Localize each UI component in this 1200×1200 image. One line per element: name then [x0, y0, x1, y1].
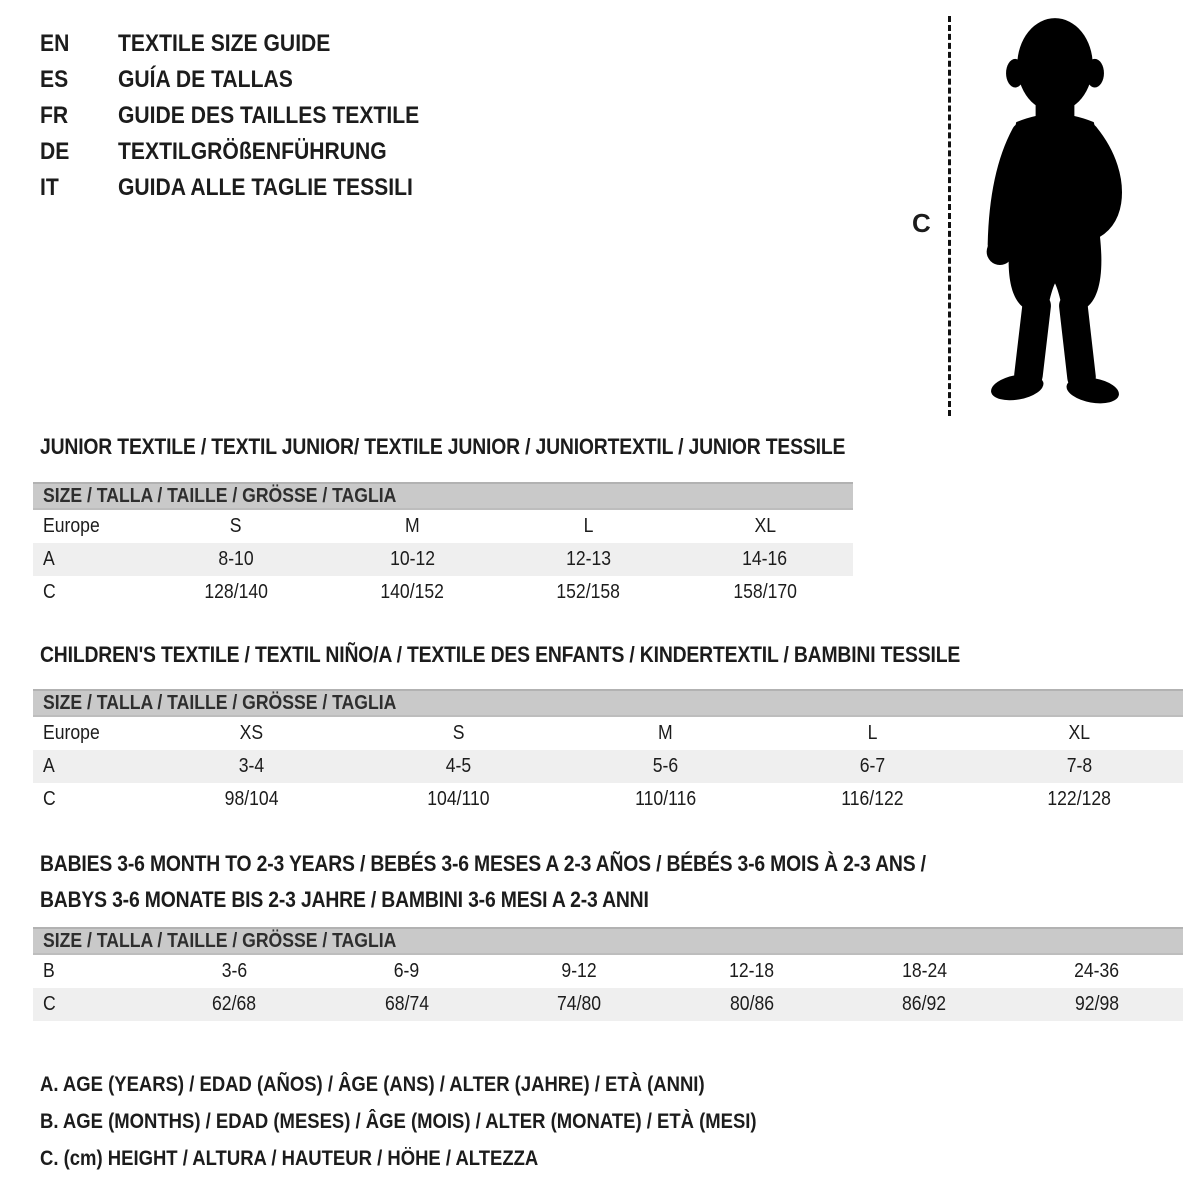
row-label: Europe	[43, 515, 100, 537]
age-cell: 5-6	[652, 755, 679, 777]
language-row-it	[40, 170, 460, 206]
age-cell: 12-18	[729, 960, 775, 982]
children-heading-text: CHILDREN'S TEXTILE / TEXTIL NIÑO/A / TEXTILE DES ENFANTS / KINDERTEXTIL / BAMBINI TESSILE	[40, 642, 961, 667]
size-header-bar	[33, 482, 853, 510]
size-header-label: SIZE / TALLA / TAILLE / GRÖSSE / TAGLIA	[43, 691, 397, 714]
size-cell: M	[658, 722, 673, 744]
height-cell: 140/152	[380, 581, 445, 603]
language-code: DE	[40, 138, 70, 165]
size-header-label: SIZE / TALLA / TAILLE / GRÖSSE / TAGLIA	[43, 484, 397, 507]
height-cell: 92/98	[1074, 993, 1119, 1015]
height-cell: 122/128	[1047, 788, 1112, 810]
age-cell: 10-12	[389, 548, 435, 570]
footnote-b: B. AGE (MONTHS) / EDAD (MESES) / ÂGE (MOIS) / ALTER (MONATE) / ETÀ (MESI)	[40, 1110, 757, 1133]
height-cell: 104/110	[427, 788, 490, 810]
height-cell: 80/86	[729, 993, 774, 1015]
size-cell: S	[230, 515, 242, 537]
footnote-a: A. AGE (YEARS) / EDAD (AÑOS) / ÂGE (ANS) / ALTER (JAHRE) / ETÀ (ANNI)	[40, 1073, 705, 1096]
age-cell: 18-24	[901, 960, 947, 982]
junior-size-table	[33, 482, 853, 609]
language-code: EN	[40, 30, 70, 57]
age-cell: 9-12	[561, 960, 597, 982]
table-row-height	[33, 988, 1183, 1021]
size-cell: XL	[754, 515, 776, 537]
row-label: C	[43, 581, 56, 603]
language-title: TEXTILGRÖßENFÜHRUNG	[118, 138, 387, 165]
height-cell: 68/74	[384, 993, 429, 1015]
height-cell: 158/170	[733, 581, 797, 603]
language-title: GUIDE DES TAILLES TEXTILE	[118, 102, 420, 129]
babies-heading-line1: BABIES 3-6 MONTH TO 2-3 YEARS / BEBÉS 3-6 MESES A 2-3 AÑOS / BÉBÉS 3-6 MOIS À 2-3 ANS /	[40, 851, 926, 876]
age-cell: 6-9	[394, 960, 420, 982]
size-cell: XS	[239, 722, 264, 744]
row-label: A	[43, 755, 55, 777]
junior-section-heading	[40, 434, 955, 460]
table-row-europe	[33, 717, 1183, 750]
age-cell: 6-7	[859, 755, 886, 777]
age-cell: 8-10	[218, 548, 254, 570]
size-cell: M	[405, 515, 420, 537]
age-cell: 7-8	[1066, 755, 1093, 777]
language-code: FR	[40, 102, 69, 129]
size-header-bar	[33, 689, 1183, 717]
row-label: A	[43, 548, 55, 570]
table-row-age	[33, 750, 1183, 783]
children-size-table	[33, 689, 1183, 816]
size-cell: S	[452, 722, 465, 744]
height-cell: 116/122	[841, 788, 904, 810]
row-label: B	[43, 960, 55, 982]
language-row-fr	[40, 98, 460, 134]
toddler-silhouette-image	[962, 12, 1148, 420]
footnote-c: C. (cm) HEIGHT / ALTURA / HAUTEUR / HÖHE / ALTEZZA	[40, 1147, 539, 1170]
language-title: GUÍA DE TALLAS	[118, 66, 293, 93]
babies-size-table	[33, 927, 1183, 1021]
babies-section-heading	[40, 846, 1047, 918]
babies-heading-line2: BABYS 3-6 MONATE BIS 2-3 JAHRE / BAMBINI 3-6 MESI A 2-3 ANNI	[40, 887, 649, 912]
height-cell: 152/158	[556, 581, 621, 603]
age-cell: 3-4	[238, 755, 265, 777]
language-title: GUIDA ALLE TAGLIE TESSILI	[118, 174, 413, 201]
junior-heading-text: JUNIOR TEXTILE / TEXTIL JUNIOR/ TEXTILE JUNIOR / JUNIORTEXTIL / JUNIOR TESSILE	[40, 434, 846, 459]
height-cell: 62/68	[212, 993, 257, 1015]
size-header-bar	[33, 927, 1183, 955]
footnote-legend	[40, 1066, 854, 1177]
language-title-list	[40, 26, 460, 206]
size-header-label: SIZE / TALLA / TAILLE / GRÖSSE / TAGLIA	[43, 929, 397, 952]
language-title: TEXTILE SIZE GUIDE	[118, 30, 331, 57]
size-cell: XL	[1068, 722, 1091, 744]
language-code: ES	[40, 66, 69, 93]
row-label: C	[43, 788, 56, 810]
language-code: IT	[40, 174, 59, 201]
language-row-de	[40, 134, 460, 170]
table-row-height	[33, 783, 1183, 816]
size-cell: L	[583, 515, 594, 537]
height-cell: 86/92	[902, 993, 947, 1015]
height-cell: 98/104	[224, 788, 279, 810]
children-section-heading	[40, 642, 1086, 668]
age-cell: 12-13	[566, 548, 612, 570]
age-cell: 4-5	[445, 755, 472, 777]
row-label: C	[43, 993, 56, 1015]
height-measure-dashed-line	[948, 16, 951, 416]
language-row-en	[40, 26, 460, 62]
age-cell: 3-6	[221, 960, 247, 982]
table-row-europe	[33, 510, 853, 543]
table-row-age	[33, 543, 853, 576]
height-cell: 110/116	[634, 788, 696, 810]
height-cell: 74/80	[557, 993, 602, 1015]
age-cell: 24-36	[1074, 960, 1120, 982]
row-label: Europe	[43, 722, 100, 744]
height-measure-label: C	[912, 208, 931, 238]
age-cell: 14-16	[742, 548, 788, 570]
language-row-es	[40, 62, 460, 98]
size-cell: L	[867, 722, 878, 744]
table-row-height	[33, 576, 853, 609]
table-row-age-months	[33, 955, 1183, 988]
height-cell: 128/140	[204, 581, 268, 603]
